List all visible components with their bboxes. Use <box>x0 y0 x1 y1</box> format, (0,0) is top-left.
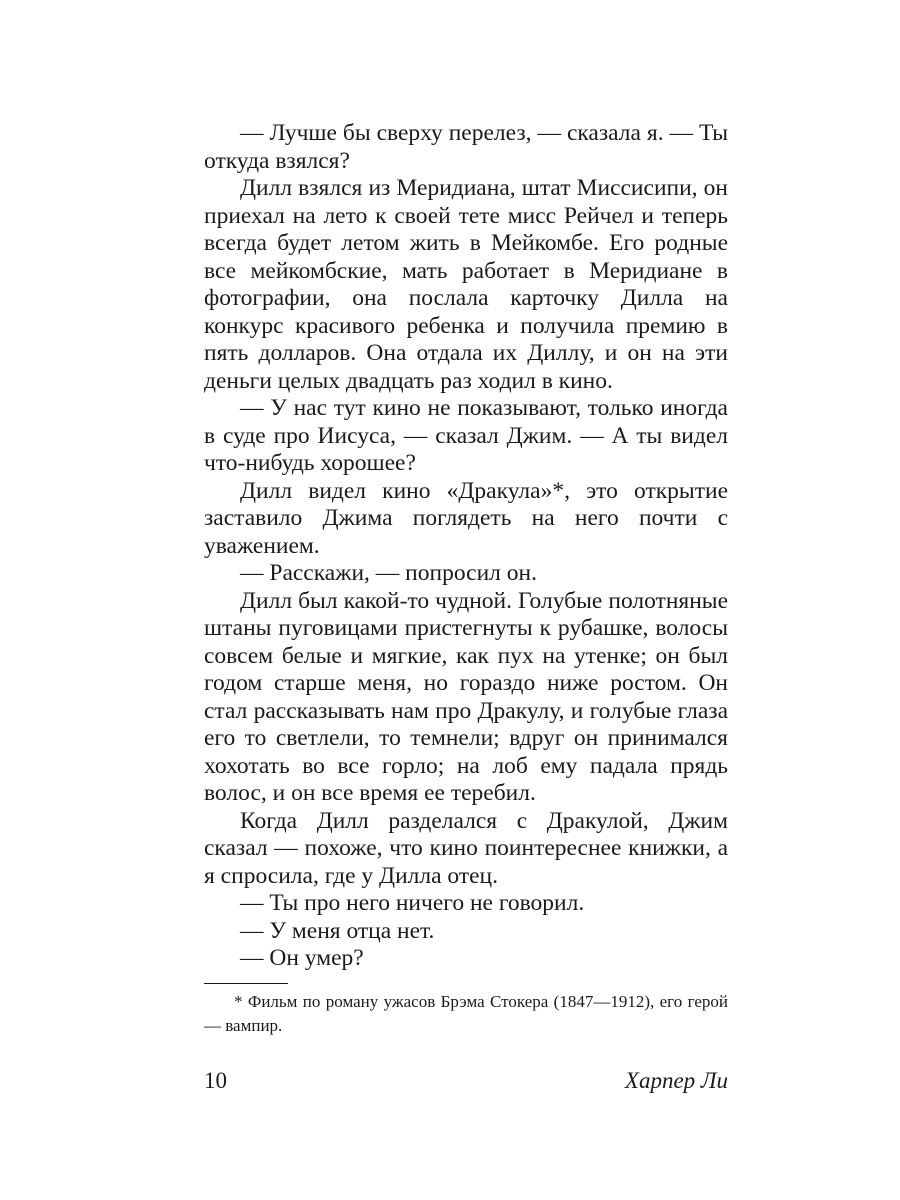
running-footer-author: Харпер Ли <box>624 1068 728 1093</box>
paragraph: — У нас тут кино не показывают, только иногда в суде про Иисуса, — сказал Джим. — А ты видел что-нибудь хорошее? <box>204 395 728 476</box>
paragraph: — Лучше бы сверху перелез, — сказала я. — Ты откуда взялся? <box>204 120 728 174</box>
footnote-divider <box>204 983 288 984</box>
page-number: 10 <box>204 1068 227 1093</box>
paragraph: Когда Дилл разделался с Дракулой, Джим сказал — похоже, что кино поинтереснее книжки, а я спросила, где у Дилла отец. <box>204 807 728 889</box>
body-text <box>204 120 728 973</box>
paragraph: — Ты про него ничего не говорил. <box>240 890 585 916</box>
paragraph: — Он умер? <box>240 945 364 971</box>
paragraph: Дилл видел кино «Дракула»*, это открытие заставило Джима поглядеть на него почти с уважением. <box>204 477 728 559</box>
footnote: * Фильм по роману ужасов Брэма Стокера (1847—1912), его герой — вампир. <box>204 992 728 1035</box>
paragraph: — У меня отца нет. <box>240 917 435 944</box>
paragraph: — Расскажи, — попросил он. <box>240 560 537 586</box>
paragraph: Дилл взялся из Меридиана, штат Миссисипи, он приехал на лето к своей тете мисс Рейчел и теперь всегда будет летом жить в Мейкомбе. Его родные все мейкомбские, мать работает в Меридиане в фотографии, она послала карточку Дилла на конкурс красивого ребенка и получила премию в пять долларов. Она отдала их Диллу, и он на эти деньги целых двадцать раз ходил в кино. <box>204 175 728 394</box>
paragraph: Дилл был какой-то чудной. Голубые полотняные штаны пуговицами пристегнуты к рубашке, волосы совсем белые и мягкие, как пух на утенке; он был годом старше меня, но гораздо ниже ростом. Он стал рассказывать нам про Дракулу, и голубые глаза его то светлели, то темнели; вдруг он принимался хохотать во все горло; на лоб ему падала прядь волос, и он все время ее теребил. <box>204 587 728 806</box>
